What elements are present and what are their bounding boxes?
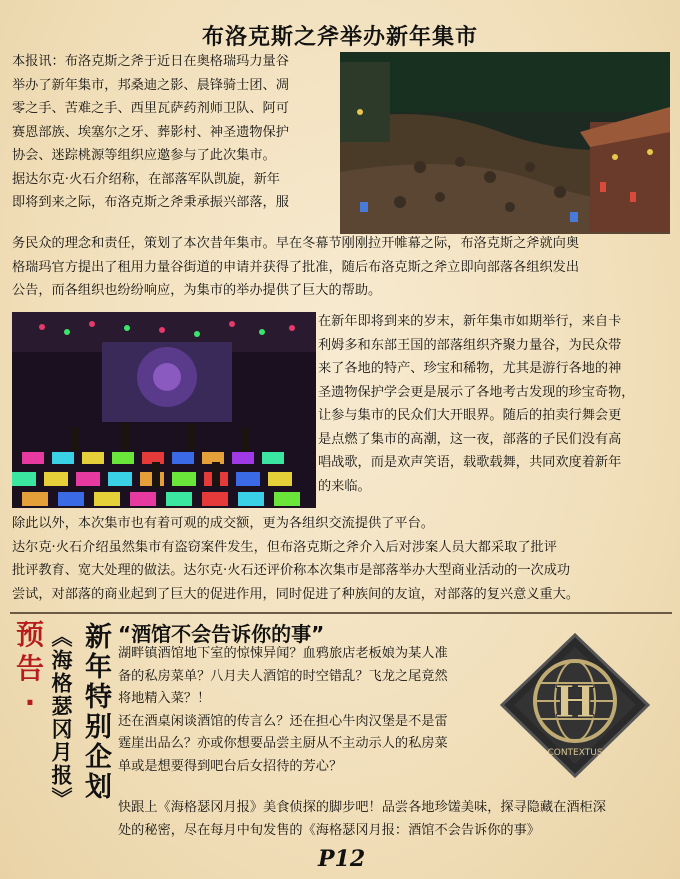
text-line: 在新年即将到来的岁末，新年集市如期举行，来自卡	[318, 314, 622, 329]
text-line: 处的秘密，尽在每月中旬发售的《海格瑟冈月报：酒馆不会告诉你的事》	[118, 822, 540, 838]
text-line: 赛恩部族、埃塞尔之牙、葬影村、神圣遗物保护	[12, 124, 289, 140]
text-line: 除此以外，本次集市也有着可观的成交额，更为各组织交流提供了平台。	[12, 516, 434, 531]
article-paragraph-3	[318, 310, 674, 498]
market-street-photo	[340, 52, 670, 234]
logo-letter: H	[554, 677, 596, 728]
logo-text: CONTEXTUS	[547, 748, 603, 758]
text-line: 务民众的理念和责任，策划了本次昔年集市。早在冬幕节刚刚拉开帷幕之际，布洛克斯之斧就向奥	[12, 236, 580, 251]
text-line: 快跟上《海格瑟冈月报》美食侦探的脚步吧！品尝各地珍馐美味，探寻隐藏在酒柜深	[118, 800, 606, 815]
page-number: P12	[318, 846, 366, 872]
section-divider	[10, 612, 672, 614]
text-line: 批评教育、宽大处理的做法。达尔克·火石还评价称本次集市是部落举办大型商业活动的一次成功	[12, 563, 571, 578]
preview-label: 预告·	[15, 618, 44, 719]
text-line: 来了各地的特产、珍宝和稀物，尤其是游行各地的神	[318, 361, 622, 376]
text-line: 达尔克·火石介绍虽然集市有盗窃案件发生，但布洛克斯之斧介入后对涉案人员大都采取了批评	[12, 539, 557, 555]
text-line: 单或是想要得到吧台后女招待的芳心？	[118, 758, 343, 774]
text-line: 举办了新年集市，邦桑迪之影、晨锋骑士团、凋	[12, 77, 289, 93]
text-line: 公告，而各组织也纷纷响应，为集市的举办提供了巨大的帮助。	[12, 283, 382, 298]
text-line: 格瑞玛官方提出了租用力量谷街道的申请并获得了批准，随后布洛克斯之斧立即向部落各组织发出	[12, 259, 580, 275]
text-line: 唱战歌，而是欢声笑语，载歌载舞，共同欢度着新年	[318, 455, 622, 470]
text-line: 将地精入菜？！	[118, 691, 211, 706]
text-line: 霆崖出品么？亦或你想要品尝主厨从不主动示人的私房菜	[118, 736, 448, 751]
article-paragraph-2	[12, 232, 672, 303]
text-line: 协会、迷踪桃源等组织应邀参与了此次集市。	[12, 148, 276, 163]
text-line: 即将到来之际，布洛克斯之斧秉承振兴部落，服	[12, 195, 289, 210]
text-line: 是点燃了集市的高潮，这一夜，部落的子民们没有高	[318, 431, 622, 447]
special-feature-vertical: 新年特别企划	[80, 622, 111, 802]
text-line: 利姆多和东部王国的部落组织齐聚力量谷，为民众带	[318, 337, 622, 353]
text-line: 圣遗物保护学会更是展示了各地考古发现的珍宝奇物，	[318, 384, 635, 400]
text-line: 让参与集市的民众们大开眼界。随后的拍卖行舞会更	[318, 408, 622, 423]
dance-floor-photo	[12, 312, 316, 508]
text-line: 据达尔克·火石介绍称，在部落军队凯旋，新年	[12, 171, 280, 187]
text-line: 湖畔镇酒馆地下室的惊悚异闻？血鸦旅店老板娘为某人准	[118, 646, 448, 661]
text-line: 备的私房菜单？八月夫人酒馆的时空错乱？飞龙之尾竟然	[118, 668, 448, 684]
preview-subtitle: “酒馆不会告诉你的事”	[118, 622, 325, 646]
text-line: 尝试，对部落的商业起到了巨大的促进作用，同时促进了种族间的友谊，对部落的复兴意义重大。	[12, 586, 580, 602]
magazine-name-vertical: 《海格瑟冈月报》	[49, 626, 73, 810]
article-paragraph-4	[12, 512, 672, 606]
article-title: 布洛克斯之斧举办新年集市	[201, 25, 478, 50]
text-line: 零之手、苦难之手、西里瓦萨药剂师卫队、阿可	[12, 101, 289, 116]
preview-text-narrow	[118, 643, 498, 778]
text-line: 本报讯：布洛克斯之斧于近日在奥格瑞玛力量谷	[12, 54, 289, 69]
preview-text-wide	[118, 797, 678, 842]
text-line: 的来临。	[318, 478, 371, 494]
text-line: 还在酒桌闲谈酒馆的传言么？还在担心牛肉汉堡是不是雷	[118, 713, 448, 729]
article-paragraph-1	[12, 50, 342, 215]
contextus-logo	[500, 633, 650, 782]
